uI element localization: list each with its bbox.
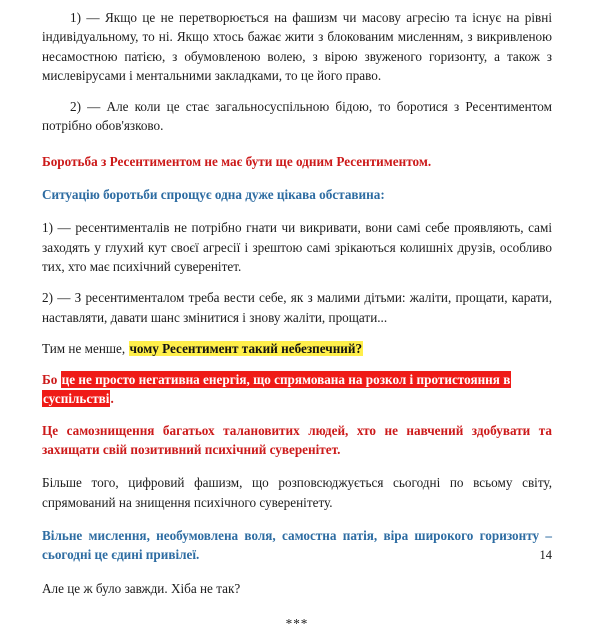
paragraph-red-selfdestruction: Це самознищення багатьох талановитих людей, хто не навчений здобувати та захищати свій позитивний психічний суверенітет. — [42, 422, 552, 458]
red-lead-word: Бо — [42, 372, 61, 388]
paragraph-closing-question: Але це ж було завжди. Хіба не так? — [42, 580, 241, 596]
paragraph-digital-fascism: Більше того, цифровий фашизм, що розповсюджується сьогодні по всьому світу, спрямований на знищення психічного суверенітету. — [42, 475, 552, 510]
blue-heading-situation: Ситуацію боротьби спрощує одна дуже цікава обставина: — [42, 187, 385, 203]
red-highlighted-text-line-2: суспільстві — [43, 391, 110, 407]
paragraph-1: 1) — Якщо це не перетворюється на фашизм чи масову агресію та існує на рівні індивідуальному, то ні. Якщо хтось бажає жити з блокованим мисленням, з викривленою несамостною патією, з обумовленою волею, з вірою звуженого горизонту, а також з мислевірусами і ментальними закладками, то це його право. — [42, 10, 552, 83]
paragraph-list-item-2: 2) — З ресентименталом треба вести себе, як з малими дітьми: жаліти, прощати, карати, наставляти, давати шанс змінитися і знову жаліти, прощати... — [42, 290, 552, 325]
paragraph-list-item-1: 1) — ресентименталів не потрібно гнати чи викривати, вони самі себе проявляють, самі заходять у глухий кут своєї агресії і зрештою самі зрікаються колишніх друзів, особливо тих, хто має психічний суверенітет. — [42, 220, 552, 274]
paragraph-red-highlight — [42, 370, 552, 409]
red-heading-struggle: Боротьба з Ресентиментом не має бути ще одним Ресентиментом. — [42, 153, 432, 169]
red-highlighted-text-line-1: це не просто негативна енергія, що спрямована на розкол і протистояння в — [61, 372, 511, 388]
red-highlight-trailing-period: . — [110, 391, 114, 407]
paragraph-question — [42, 339, 552, 358]
question-lead-text: Тим не менше, — [42, 340, 129, 356]
yellow-highlighted-question: чому Ресентимент такий небезпечний? — [129, 340, 363, 356]
paragraph-2: 2) — Але коли це стає загальносуспільною бідою, то боротися з Ресентиментом потрібно обов'язково. — [42, 99, 552, 134]
paragraph-blue-privileges: Вільне мислення, необумовлена воля, самостна патія, віра широкого горизонту – сьогодні це єдині привілеї. — [42, 527, 552, 563]
page-number: 14 — [539, 548, 552, 562]
section-separator: *** — [285, 615, 309, 631]
